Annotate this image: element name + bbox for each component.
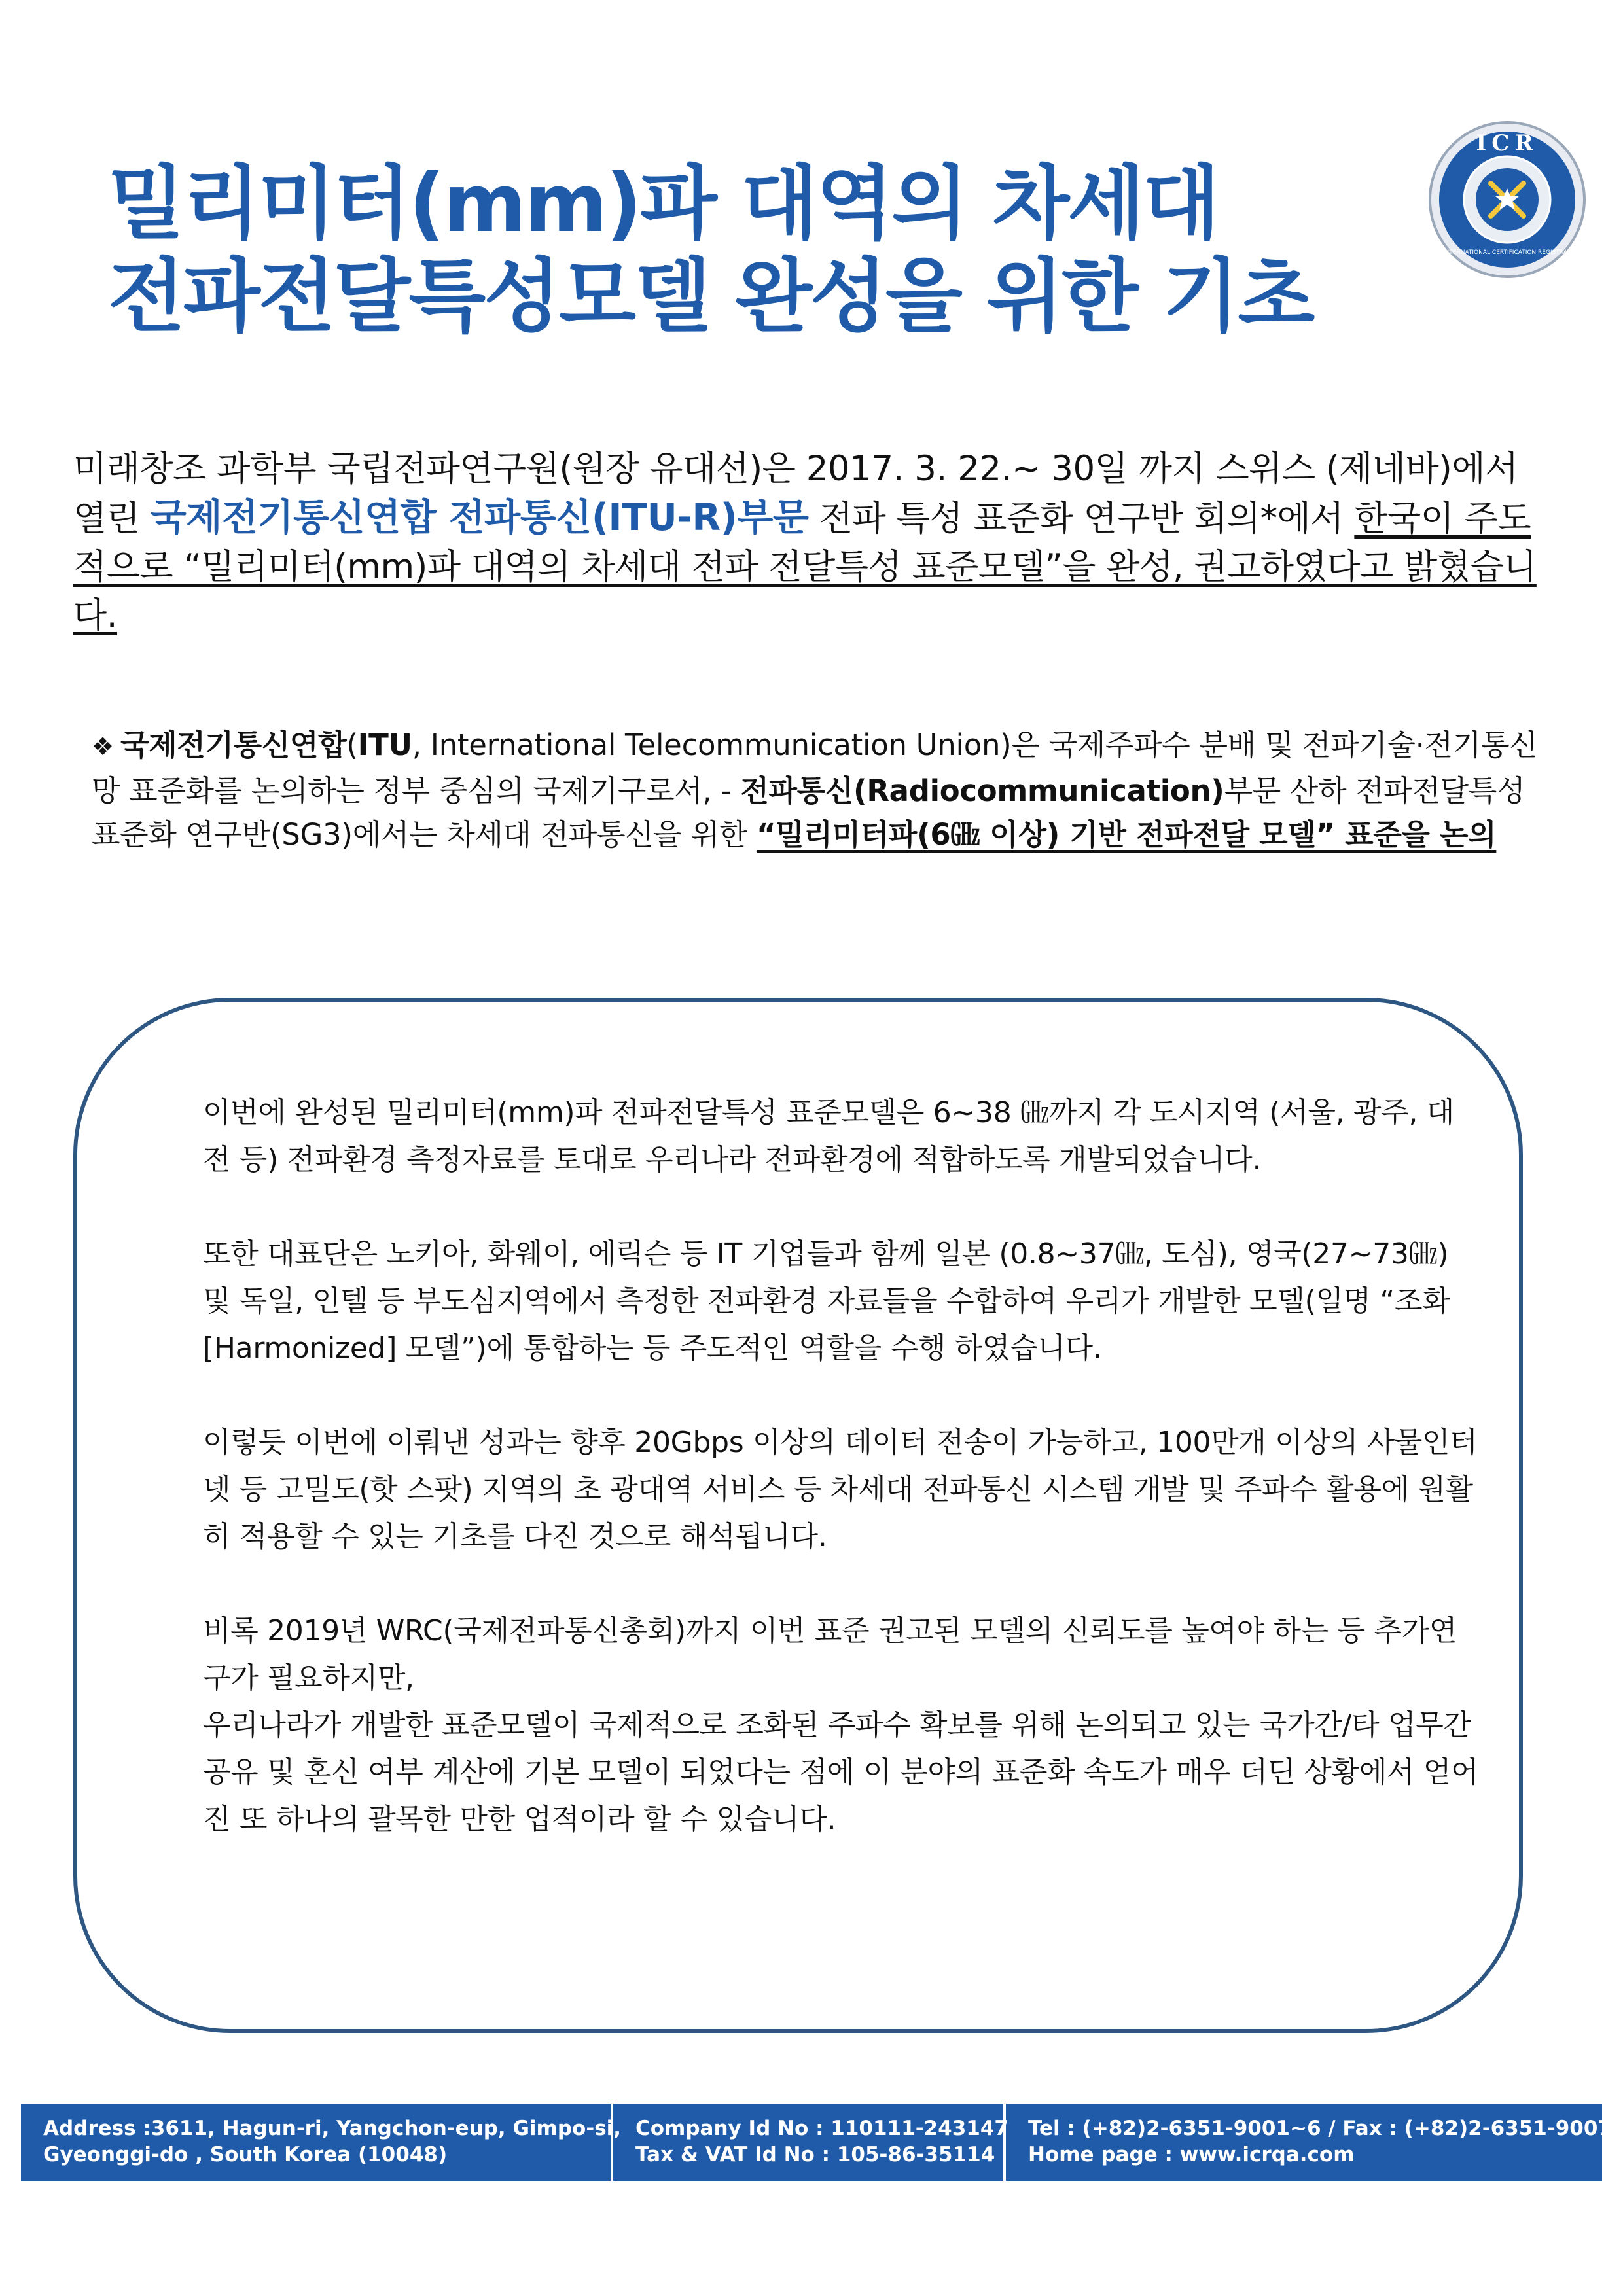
footer-tel-fax: Tel : (+82)2-6351-9001~6 / Fax : (+82)2-6351-9007 — [1028, 2117, 1612, 2140]
box-paragraph-1: 이번에 완성된 밀리미터(mm)파 전파전달특성 표준모델은 6~38 ㎓까지 각 도시지역 (서울, 광주, 대전 등) 전파환경 측정자료를 토대로 우리나라 전파환경에 적합하도록 개발되었습니다. — [203, 1096, 1454, 1176]
note-text-2: , International Telecommunication Union)은 국제주파수 분배 및 전파기술·전기통신망 표준화를 논의하는 정부 중심의 국제기구로서, - — [92, 728, 1538, 808]
footer-homepage: Home page : www.icrqa.com — [1028, 2143, 1355, 2166]
note-text-3: 부문 산하 전파전달특성 표준화 연구반(SG3)에서는 차세대 전파통신을 위한 — [92, 773, 1525, 852]
intro-text-2: 전파 특성 표준화 연구반 회의*에서 — [808, 499, 1355, 539]
title-line-1: 밀리미터(mm)파 대역의 차세대 — [108, 157, 1219, 250]
note-bold-4: “밀리미터파(6㎓ 이상) 기반 전파전달 모델” 표준을 논의 — [756, 817, 1497, 852]
box-paragraph-5: 우리나라가 개발한 표준모델이 국제적으로 조화된 주파수 확보를 위해 논의되고 있는 국가간/타 업무간 공유 및 혼신 여부 계산에 기본 모델이 되었다는 점에 이 분야의 표준화 속도가 매우 더딘 상황에서 얻어진 또 하나의 괄목한 만한 업적이라 할 수 있습니다. — [203, 1708, 1479, 1836]
footer-address — [21, 2104, 622, 2181]
footer-company — [613, 2104, 1006, 2181]
footer-tax-id: Tax & VAT Id No : 105-86-35114 — [635, 2143, 995, 2166]
note-bold-3: 전파통신(Radiocommunication) — [740, 773, 1224, 808]
intro-text-1: 미래창조 과학부 국립전파연구원(원장 유대선)은 2017. 3. 22.~ 30일 까지 스위스 (제네바)에서 열린 — [73, 449, 1518, 539]
footer-contact — [1006, 2104, 1612, 2181]
box-paragraph-3: 이렇듯 이번에 이뤄낸 성과는 향후 20Gbps 이상의 데이터 전송이 가능하고, 100만개 이상의 사물인터넷 등 고밀도(핫 스팟) 지역의 초 광대역 서비스 등 차세대 전파통신 시스템 개발 및 주파수 활용에 원활히 적용할 수 있는 기초를 다진 것으로 해석됩니다. — [203, 1426, 1478, 1553]
note-text-1: ( — [346, 728, 358, 762]
title-line-2: 전파전달특성모델 완성을 위한 기초 — [108, 250, 1313, 343]
intro-paragraph — [73, 445, 1546, 640]
diamond-bullet-icon: ❖ — [92, 732, 114, 761]
box-paragraph-4: 비록 2019년 WRC(국제전파통신총회)까지 이번 표준 권고된 모델의 신뢰도를 높여야 하는 등 추가연구가 필요하지만, — [203, 1614, 1457, 1695]
note-bold-2: ITU — [357, 728, 412, 762]
intro-underlined: 한국이 주도적으로 “밀리미터(mm)파 대역의 차세대 전파 전달특성 표준모델”을 완성, 권고하였다고 밝혔습니다. — [73, 499, 1537, 635]
intro-highlight: 국제전기통신연합 전파통신(ITU-R)부문 — [150, 496, 809, 539]
content-box-text — [203, 1089, 1479, 1843]
note-bold-1: 국제전기통신연합 — [120, 728, 347, 762]
footer-address-line-1: Address :3611, Hagun-ri, Yangchon-eup, Gimpo-si, — [43, 2117, 622, 2140]
footer-address-line-2: Gyeonggi-do , South Korea (10048) — [43, 2143, 448, 2166]
logo-ring-text: INTERNATIONAL CERTIFICATION REGISTRAR — [1442, 249, 1572, 256]
document-title — [108, 157, 1417, 343]
itu-note — [92, 723, 1538, 857]
box-paragraph-2: 또한 대표단은 노키아, 화웨이, 에릭슨 등 IT 기업들과 함께 일본 (0.8~37㎓, 도심), 영국(27~73㎓) 및 독일, 인텔 등 부도심지역에서 측정한 전파환경 자료들을 수합하여 우리가 개발한 모델(일명 “조화[Harmonized] 모델”)에 통합하는 등 주도적인 역할을 수행 하였습니다. — [203, 1237, 1450, 1365]
logo-letters: ICR — [1476, 130, 1539, 156]
footer-bar — [21, 2104, 1612, 2181]
footer-company-id: Company Id No : 110111-243147 — [635, 2117, 1008, 2140]
icr-logo — [1425, 118, 1589, 281]
